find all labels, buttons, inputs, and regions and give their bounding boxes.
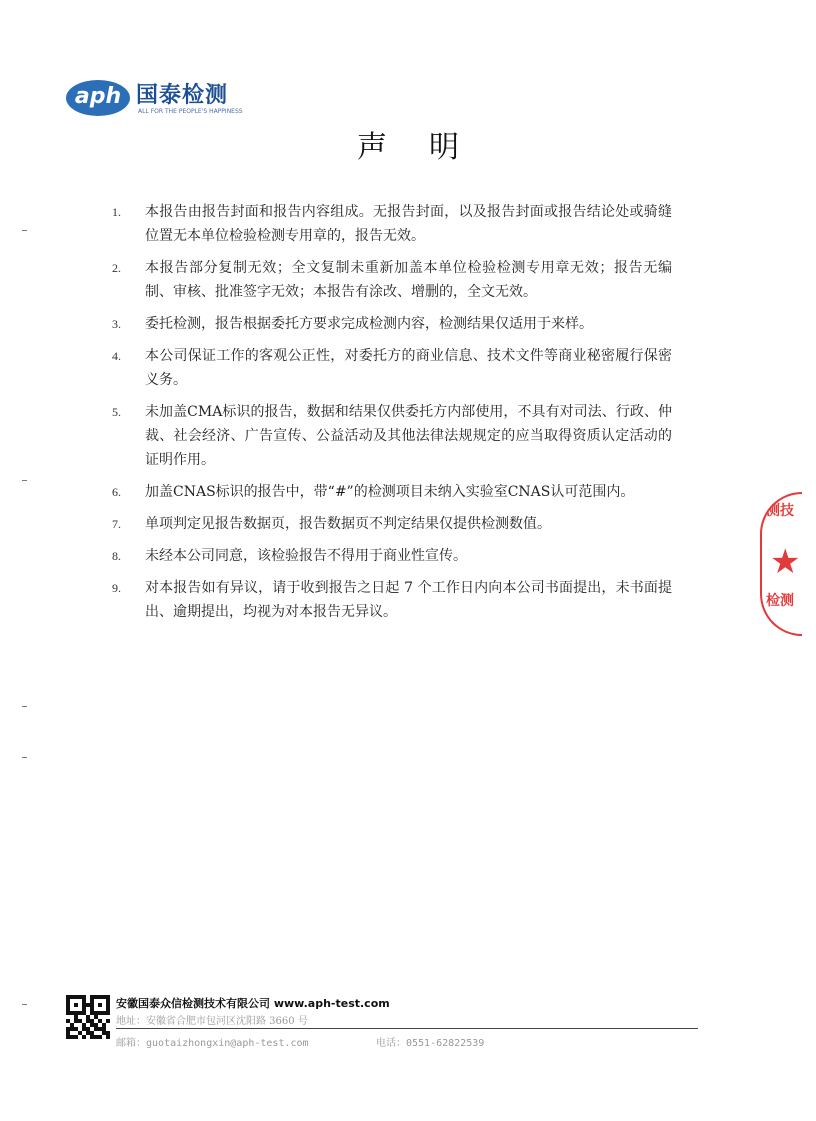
statement-item — [112, 200, 672, 248]
statement-item — [112, 400, 672, 472]
statement-text: 本公司保证工作的客观公正性，对委托方的商业信息、技术文件等商业秘密履行保密义务。 — [145, 348, 672, 388]
page-title: 声明 — [357, 130, 501, 165]
qr-code-icon — [66, 995, 110, 1039]
statement-text: 本报告部分复制无效；全文复制未重新加盖本单位检验检测专用章无效；报告无编制、审核、批准签字无效；本报告有涂改、增删的，全文无效。 — [145, 260, 672, 300]
edge-mark — [22, 706, 27, 707]
footer-phone: 电话：0551-62822539 — [376, 1038, 485, 1049]
seal-top-text: 测技 — [766, 503, 794, 519]
footer-address: 地址：安徽省合肥市包河区沈阳路 3660 号 — [116, 1016, 308, 1027]
statement-number: 3. — [112, 317, 121, 331]
star-icon: ★ — [770, 542, 801, 582]
statement-number: 7. — [112, 517, 121, 531]
statement-number: 6. — [112, 485, 121, 499]
statement-text: 未经本公司同意，该检验报告不得用于商业性宣传。 — [145, 548, 467, 564]
statement-item — [112, 312, 672, 336]
footer-email: 邮箱：guotaizhongxin@aph-test.com — [116, 1038, 309, 1049]
statement-text: 未加盖CMA标识的报告，数据和结果仅供委托方内部使用，不具有对司法、行政、仲裁、社会经济、广告宣传、公益活动及其他法律法规规定的应当取得资质认定活动的证明作用。 — [145, 404, 672, 468]
statement-number: 5. — [112, 405, 121, 419]
logo-name: 国泰检测 — [136, 83, 229, 108]
statement-item — [112, 544, 672, 568]
red-seal-stamp — [760, 492, 802, 636]
statement-number: 1. — [112, 205, 121, 219]
edge-mark — [22, 480, 27, 481]
statement-number: 8. — [112, 549, 121, 563]
company-logo — [66, 76, 266, 120]
edge-mark — [22, 757, 27, 758]
seal-bottom-text: 检测 — [766, 593, 794, 609]
statement-list — [112, 200, 672, 632]
footer-divider — [116, 1028, 698, 1029]
edge-mark — [22, 1004, 27, 1005]
statement-text: 加盖CNAS标识的报告中，带“#”的检测项目未纳入实验室CNAS认可范围内。 — [145, 484, 635, 500]
statement-number: 4. — [112, 349, 121, 363]
statement-number: 9. — [112, 581, 121, 595]
statement-item — [112, 480, 672, 504]
logo-slogan: ALL FOR THE PEOPLE'S HAPPINESS — [138, 108, 243, 115]
statement-text: 单项判定见报告数据页，报告数据页不判定结果仅提供检测数值。 — [145, 516, 551, 532]
statement-item — [112, 344, 672, 392]
statement-text: 委托检测，报告根据委托方要求完成检测内容，检测结果仅适用于来样。 — [145, 316, 593, 332]
logo-mark: aph — [66, 80, 130, 116]
page-footer — [66, 995, 698, 1049]
edge-mark — [22, 230, 27, 231]
statement-item — [112, 256, 672, 304]
statement-item — [112, 576, 672, 624]
statement-text: 本报告由报告封面和报告内容组成。无报告封面，以及报告封面或报告结论处或骑缝位置无本单位检验检测专用章的，报告无效。 — [145, 204, 672, 244]
footer-company: 安徽国泰众信检测技术有限公司 www.aph-test.com — [116, 997, 390, 1010]
statement-item — [112, 512, 672, 536]
statement-text: 对本报告如有异议，请于收到报告之日起 7 个工作日内向本公司书面提出，未书面提出、逾期提出，均视为对本报告无异议。 — [145, 580, 672, 620]
statement-number: 2. — [112, 261, 121, 275]
